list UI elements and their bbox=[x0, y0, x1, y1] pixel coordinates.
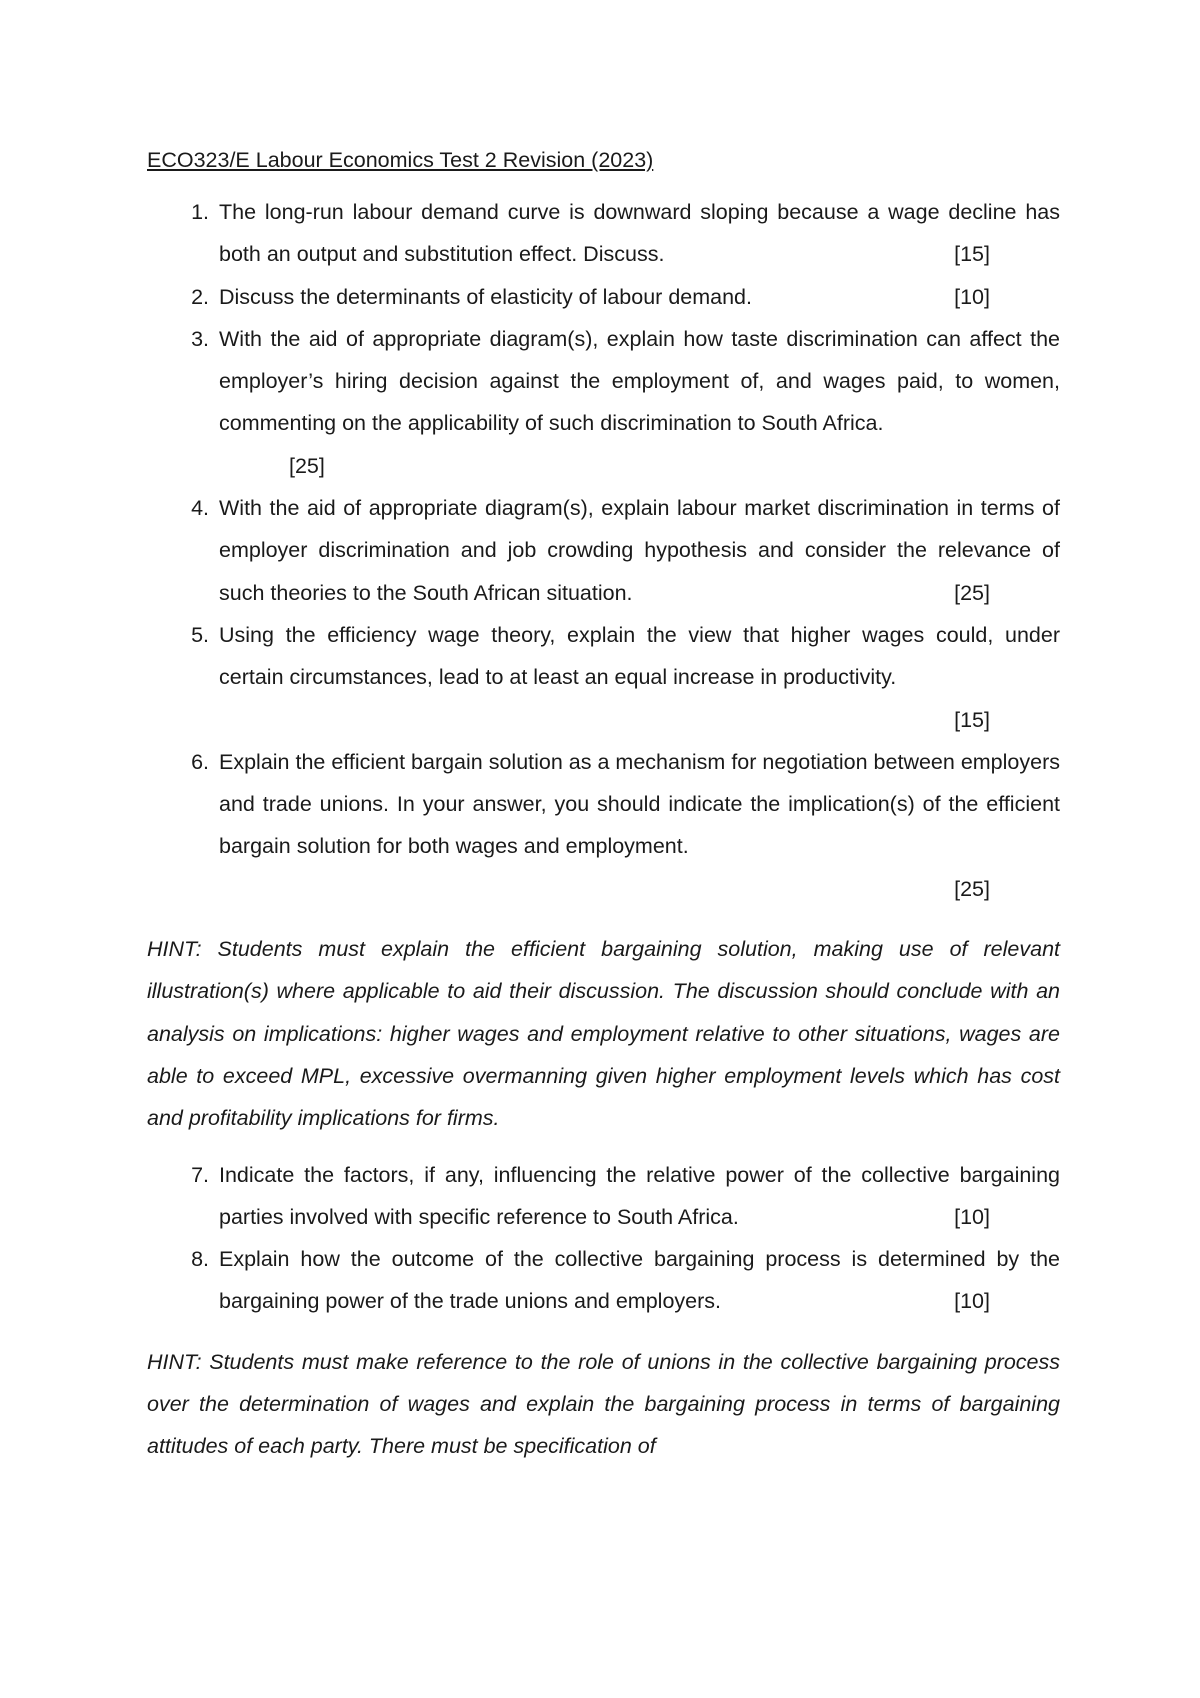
question-marks: [25] bbox=[289, 453, 325, 478]
question-marks: [15] bbox=[954, 707, 990, 732]
question-number: 7. bbox=[191, 1162, 209, 1187]
question-4 bbox=[147, 487, 1060, 614]
question-3 bbox=[147, 318, 1060, 487]
question-marks: [10] bbox=[954, 1289, 990, 1314]
question-number: 6. bbox=[191, 749, 209, 774]
question-6 bbox=[147, 741, 1060, 910]
question-text: With the aid of appropriate diagram(s), explain labour market discrimination in terms of employer discrimination and job crowding hypothesis and consider the relevance of such theories to the South African situation. bbox=[219, 496, 1060, 605]
question-number: 8. bbox=[191, 1247, 209, 1272]
question-1 bbox=[147, 191, 1060, 276]
question-text: With the aid of appropriate diagram(s), explain how taste discrimination can affect the employer’s hiring decision against the employment of, and wages paid, to women, commenting on the applicability of such discrimination to South Africa. bbox=[219, 326, 1060, 436]
question-text: The long-run labour demand curve is downward sloping because a wage decline has both an output and substitution effect. Discuss. bbox=[219, 200, 1060, 267]
question-marks: [15] bbox=[954, 242, 990, 267]
question-2 bbox=[147, 276, 1060, 318]
question-list-b bbox=[147, 1154, 1060, 1323]
question-number: 4. bbox=[191, 496, 209, 521]
hint-paragraph-2: HINT: Students must make reference to the role of unions in the collective bargaining process over the determination of wages and explain the bargaining process in terms of bargaining attitudes of each party. There must be specification of bbox=[147, 1349, 1060, 1459]
question-text: Using the efficiency wage theory, explain the view that higher wages could, under certain circumstances, lead to at least an equal increase in productivity. bbox=[219, 622, 1060, 690]
question-list-a bbox=[147, 191, 1060, 910]
document-title: ECO323/E Labour Economics Test 2 Revision (2023) bbox=[147, 148, 654, 172]
question-text: Explain how the outcome of the collective bargaining process is determined by the bargaining power of the trade unions and employers. bbox=[219, 1247, 1060, 1314]
question-number: 2. bbox=[191, 284, 209, 309]
question-5 bbox=[147, 614, 1060, 741]
question-marks: [10] bbox=[954, 1204, 990, 1229]
question-marks: [10] bbox=[954, 284, 990, 309]
question-text: Explain the efficient bargain solution as a mechanism for negotiation between employers and trade unions. In your answer, you should indicate the implication(s) of the efficient bargain solution for both wages and employment. bbox=[219, 749, 1060, 859]
question-number: 5. bbox=[191, 622, 209, 647]
question-7 bbox=[147, 1154, 1060, 1239]
question-number: 1. bbox=[191, 200, 209, 224]
hint-paragraph-1: HINT: Students must explain the efficient bargaining solution, making use of relevant illustration(s) where applicable to aid their discussion. The discussion should conclude with an analysis on implications: higher wages and employment relative to other situations, wages are able to exceed MPL, excessive overmanning given higher employment levels which has cost and profitability implications for firms. bbox=[147, 937, 1060, 1131]
question-marks: [25] bbox=[954, 876, 990, 901]
document-page bbox=[147, 143, 1060, 1482]
question-text: Indicate the factors, if any, influencing the relative power of the collective bargaining parties involved with specific reference to South Africa. bbox=[219, 1162, 1060, 1229]
question-8 bbox=[147, 1238, 1060, 1323]
question-text: Discuss the determinants of elasticity of labour demand. bbox=[219, 284, 752, 309]
question-number: 3. bbox=[191, 326, 209, 351]
question-marks: [25] bbox=[954, 580, 990, 605]
